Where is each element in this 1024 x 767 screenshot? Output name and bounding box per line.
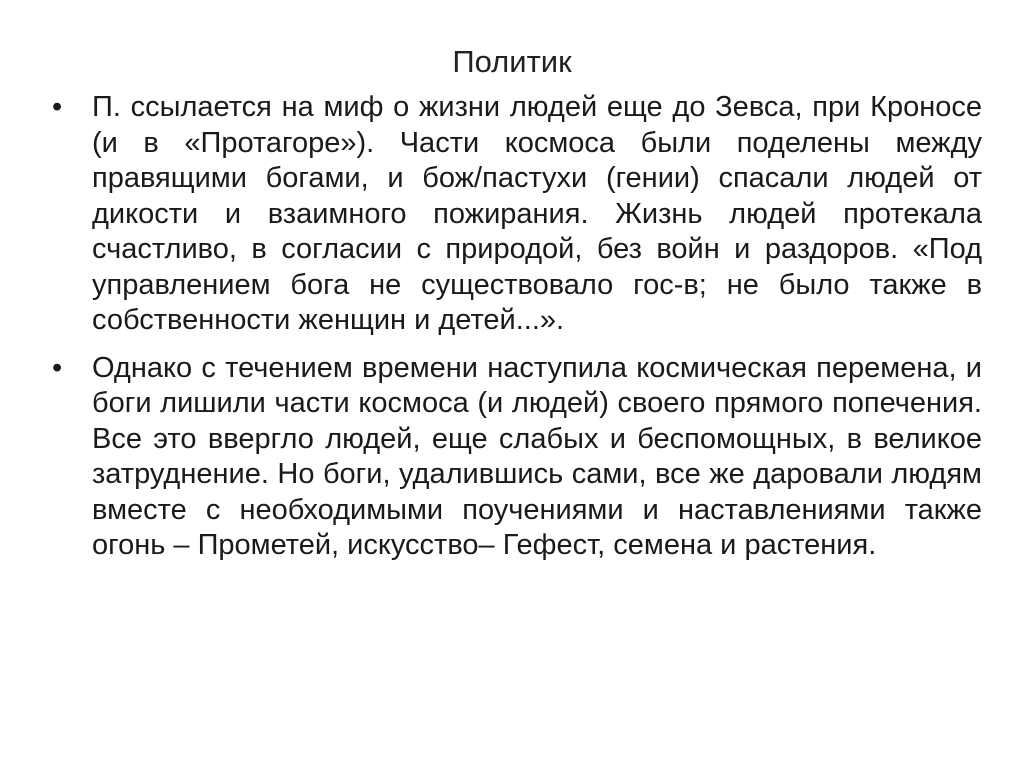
bullet-item-1 xyxy=(52,90,982,339)
bullet-list xyxy=(52,90,982,576)
bullet-text-1: П. ссылается на миф о жизни людей еще до Зевса, при Кроносе (и в «Протагоре»). Части космоса были поделены между правящими богами, и бож/пастухи (гении) спасали людей от дикости и взаимного пожирания. Жизнь людей протекала счастливо, в согласии с природой, без войн и раздоров. «Под управлением бога не существовало гос-в; не было также в собственности женщин и детей...». xyxy=(92,91,982,336)
bullet-dot-icon: • xyxy=(52,351,63,384)
bullet-dot-icon: • xyxy=(52,91,63,123)
bullet-text-2: Однако с течением времени наступила космическая перемена, и боги лишили части космоса (и людей) своего прямого попечения. Все это ввергло людей, еще слабых и беспомощных, в великое затруднение. Но боги, удалившись сами, все же даровали людям вместе с необходимыми поучениями и наставлениями также огонь – Прометей, искусство– Гефест, семена и растения. xyxy=(92,351,982,561)
slide-title: Политик xyxy=(452,44,572,79)
bullet-item-2 xyxy=(52,351,982,564)
